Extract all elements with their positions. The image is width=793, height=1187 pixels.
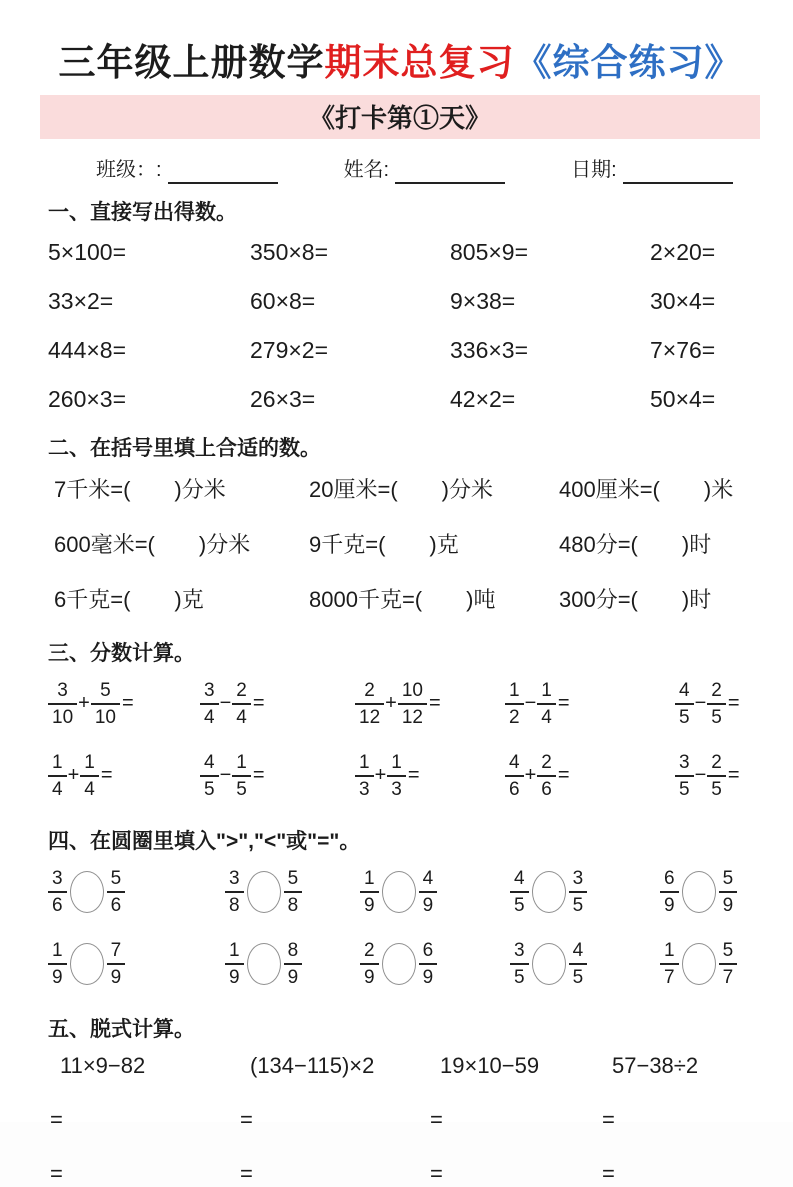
- fraction-numerator: 3: [514, 939, 525, 961]
- fraction-numerator: 6: [422, 939, 434, 961]
- fraction-denominator: 4: [80, 775, 99, 799]
- fraction-numerator: 3: [57, 679, 68, 701]
- unit-conversion-problem: 6千克=( )克: [54, 587, 204, 613]
- multiplication-problem: 60×8=: [250, 287, 316, 314]
- operator-sign: +: [385, 692, 397, 715]
- class-blank-field[interactable]: [168, 160, 278, 184]
- fraction: [719, 869, 738, 915]
- fraction: [232, 753, 251, 799]
- fraction-denominator: 9: [360, 891, 379, 915]
- fraction: [505, 681, 524, 727]
- fraction: [707, 681, 726, 727]
- fraction-numerator: 5: [100, 679, 111, 701]
- section1-heading: 一、直接写出得数。: [48, 200, 237, 224]
- fraction-problem: [200, 681, 355, 727]
- fraction-denominator: 4: [537, 703, 556, 727]
- comparison-problem: [360, 941, 510, 987]
- calc-problem: 19×10−59: [440, 1052, 540, 1078]
- fraction-problem: [675, 753, 753, 799]
- section4-problems: [48, 869, 753, 987]
- fraction: [48, 941, 67, 987]
- fraction-denominator: 5: [569, 891, 588, 915]
- fraction: [360, 941, 379, 987]
- fraction-denominator: 7: [660, 963, 679, 987]
- fraction-numerator: 3: [229, 867, 240, 889]
- name-blank-field[interactable]: [395, 160, 505, 184]
- fraction: [387, 753, 406, 799]
- fraction: [48, 869, 67, 915]
- page-title: [48, 42, 753, 85]
- operator-sign: −: [694, 764, 707, 787]
- unit-conversion-problem: 300分=( )时: [559, 587, 712, 613]
- comparison-circle[interactable]: [532, 871, 566, 913]
- fraction-denominator: 5: [232, 775, 251, 799]
- fraction-denominator: 6: [48, 891, 67, 915]
- unit-conversion-problem: 7千米=( )分米: [54, 477, 226, 503]
- equals-sign[interactable]: =: [50, 1160, 63, 1186]
- fraction-numerator: 1: [84, 751, 95, 773]
- equals-sign: =: [727, 692, 740, 715]
- fraction-problem: [505, 753, 675, 799]
- date-blank-field[interactable]: [623, 160, 733, 184]
- fraction-denominator: 2: [505, 703, 524, 727]
- fraction-denominator: 12: [355, 703, 384, 727]
- fraction-numerator: 2: [364, 939, 375, 961]
- fraction: [200, 681, 219, 727]
- equals-sign[interactable]: =: [430, 1106, 443, 1132]
- fraction: [510, 941, 529, 987]
- equals-sign: =: [428, 692, 441, 715]
- fraction: [719, 941, 738, 987]
- fraction-numerator: 5: [722, 939, 734, 961]
- fraction-denominator: 3: [355, 775, 374, 799]
- date-label: 日期:: [571, 158, 617, 181]
- fraction: [398, 681, 427, 727]
- fraction-numerator: 3: [679, 751, 690, 773]
- equals-sign[interactable]: =: [602, 1106, 615, 1132]
- fraction: [91, 681, 120, 727]
- fraction-numerator: 1: [52, 751, 63, 773]
- equals-sign: =: [557, 692, 570, 715]
- fraction-problem: [355, 681, 505, 727]
- fraction-denominator: 5: [675, 703, 694, 727]
- fraction-denominator: 6: [107, 891, 126, 915]
- fraction: [107, 869, 126, 915]
- fraction-denominator: 5: [510, 891, 529, 915]
- fraction-numerator: 1: [509, 679, 520, 701]
- name-field: [344, 153, 506, 184]
- title-practice-part: 《综合练习》: [514, 42, 743, 83]
- unit-conversion-problem: 600毫米=( )分米: [54, 532, 251, 558]
- multiplication-problem: 9×38=: [450, 287, 516, 314]
- fraction-denominator: 9: [419, 963, 438, 987]
- fraction-numerator: 10: [401, 679, 423, 701]
- equals-sign[interactable]: =: [240, 1160, 253, 1186]
- comparison-problem: [48, 869, 225, 915]
- fraction-numerator: 2: [364, 679, 375, 701]
- title-grade-part: 三年级上册数学: [58, 42, 325, 83]
- day-banner: [40, 95, 760, 139]
- problem-row: [48, 383, 753, 416]
- fraction-denominator: 6: [537, 775, 556, 799]
- fraction: [80, 753, 99, 799]
- fraction-denominator: 9: [719, 891, 738, 915]
- multiplication-problem: 2×20=: [650, 238, 716, 265]
- fraction-numerator: 1: [364, 867, 375, 889]
- fraction-numerator: 2: [711, 679, 722, 701]
- fraction-numerator: 1: [229, 939, 240, 961]
- fraction-problem: [675, 681, 753, 727]
- problem-row: [48, 941, 753, 987]
- multiplication-problem: 279×2=: [250, 336, 329, 363]
- fraction-denominator: 4: [232, 703, 251, 727]
- problem-row: [48, 582, 753, 616]
- operator-sign: +: [524, 764, 537, 787]
- fraction-denominator: 5: [510, 963, 529, 987]
- comparison-circle[interactable]: [70, 871, 104, 913]
- comparison-problem: [225, 941, 360, 987]
- calc-problem: 57−38÷2: [612, 1052, 699, 1078]
- fraction-denominator: 7: [719, 963, 738, 987]
- class-label: 班级：:: [96, 158, 162, 181]
- fraction-problem: [48, 681, 200, 727]
- fraction: [284, 941, 303, 987]
- fraction-numerator: 8: [287, 939, 299, 961]
- multiplication-problem: 444×8=: [48, 336, 127, 363]
- fraction-problem: [48, 753, 200, 799]
- operator-sign: −: [219, 764, 232, 787]
- section5-problems: [48, 1053, 753, 1079]
- fraction-problem: [505, 681, 675, 727]
- equals-sign: =: [252, 764, 265, 787]
- multiplication-problem: 336×3=: [450, 336, 529, 363]
- fraction: [200, 753, 219, 799]
- comparison-problem: [510, 941, 660, 987]
- unit-conversion-problem: 9千克=( )克: [309, 532, 459, 558]
- comparison-circle[interactable]: [682, 943, 716, 985]
- fraction: [419, 941, 438, 987]
- operator-sign: +: [67, 764, 80, 787]
- fraction-numerator: 3: [204, 679, 215, 701]
- fraction-denominator: 5: [200, 775, 219, 799]
- fraction: [419, 869, 438, 915]
- fraction: [225, 869, 244, 915]
- comparison-problem: [225, 869, 360, 915]
- equals-sign[interactable]: =: [50, 1106, 63, 1132]
- multiplication-problem: 50×4=: [650, 385, 716, 412]
- section5-answer-area: [48, 1107, 753, 1187]
- fraction-denominator: 9: [660, 891, 679, 915]
- fraction: [232, 681, 251, 727]
- fraction: [675, 681, 694, 727]
- unit-conversion-problem: 480分=( )时: [559, 532, 712, 558]
- fraction-denominator: 3: [387, 775, 406, 799]
- section2-problems: [48, 472, 753, 616]
- multiplication-problem: 42×2=: [450, 385, 516, 412]
- fraction-denominator: 10: [48, 703, 77, 727]
- fraction-numerator: 1: [52, 939, 63, 961]
- fraction-numerator: 4: [204, 751, 215, 773]
- fraction: [107, 941, 126, 987]
- comparison-problem: [360, 869, 510, 915]
- fraction-denominator: 8: [225, 891, 244, 915]
- fraction: [355, 753, 374, 799]
- fraction-denominator: 9: [284, 963, 303, 987]
- multiplication-problem: 30×4=: [650, 287, 716, 314]
- problem-row: [48, 869, 753, 915]
- fraction: [660, 869, 679, 915]
- fraction-denominator: 9: [48, 963, 67, 987]
- comparison-problem: [660, 869, 753, 915]
- fraction-numerator: 4: [679, 679, 690, 701]
- multiplication-problem: 5×100=: [48, 238, 127, 265]
- fraction-denominator: 12: [398, 703, 427, 727]
- student-info-row: [96, 153, 753, 184]
- fraction-numerator: 4: [514, 867, 525, 889]
- fraction-numerator: 4: [509, 751, 520, 773]
- fraction-problem: [355, 753, 505, 799]
- date-field: [571, 153, 733, 184]
- class-field: [96, 153, 278, 184]
- multiplication-problem: 260×3=: [48, 385, 127, 412]
- fraction-numerator: 3: [52, 867, 63, 889]
- answer-row: [48, 1107, 753, 1133]
- fraction-numerator: 2: [711, 751, 722, 773]
- name-label: 姓名:: [343, 158, 390, 181]
- unit-conversion-problem: 400厘米=( )米: [559, 477, 734, 503]
- problem-row: [48, 334, 753, 367]
- equals-sign: =: [100, 764, 113, 787]
- equals-sign: =: [727, 764, 740, 787]
- problem-row: [48, 527, 753, 561]
- problem-row: [48, 472, 753, 506]
- equals-sign: =: [252, 692, 265, 715]
- fraction: [284, 869, 303, 915]
- multiplication-problem: 33×2=: [48, 287, 114, 314]
- fraction: [537, 753, 556, 799]
- fraction: [360, 869, 379, 915]
- fraction: [537, 681, 556, 727]
- calc-problem: (134−115)×2: [250, 1052, 375, 1078]
- equals-sign[interactable]: =: [240, 1106, 253, 1132]
- section3-heading: 三、分数计算。: [48, 641, 195, 665]
- equals-sign: =: [407, 764, 420, 787]
- fraction-denominator: 4: [48, 775, 67, 799]
- multiplication-problem: 26×3=: [250, 385, 316, 412]
- fraction-denominator: 5: [675, 775, 694, 799]
- comparison-problem: [660, 941, 753, 987]
- fraction-numerator: 1: [664, 939, 675, 961]
- operator-sign: −: [219, 692, 232, 715]
- fraction-numerator: 5: [722, 867, 734, 889]
- fraction-denominator: 9: [360, 963, 379, 987]
- operator-sign: −: [694, 692, 707, 715]
- section2-heading: 二、在括号里填上合适的数。: [48, 436, 321, 460]
- comparison-circle[interactable]: [247, 943, 281, 985]
- fraction: [569, 941, 588, 987]
- fraction-denominator: 5: [569, 963, 588, 987]
- fraction-numerator: 1: [541, 679, 552, 701]
- comparison-circle[interactable]: [382, 871, 416, 913]
- section3-problems: [48, 681, 753, 799]
- fraction-numerator: 2: [236, 679, 247, 701]
- unit-conversion-problem: 20厘米=( )分米: [309, 477, 493, 503]
- comparison-circle[interactable]: [532, 943, 566, 985]
- fraction-numerator: 5: [110, 867, 122, 889]
- answer-row: [48, 1161, 753, 1187]
- calc-problem: 11×9−82: [60, 1052, 146, 1078]
- fraction: [660, 941, 679, 987]
- comparison-problem: [510, 869, 660, 915]
- unit-conversion-problem: 8000千克=( )吨: [309, 587, 496, 613]
- section1-problems: [48, 236, 753, 416]
- fraction-numerator: 5: [287, 867, 299, 889]
- fraction: [225, 941, 244, 987]
- fraction-numerator: 1: [236, 751, 247, 773]
- problem-row: [48, 753, 753, 799]
- problem-row: [48, 236, 753, 269]
- problem-row: [48, 681, 753, 727]
- operator-sign: −: [524, 692, 537, 715]
- fraction-numerator: 3: [572, 867, 584, 889]
- section4-heading: 四、在圆圈里填入">","<"或"="。: [48, 829, 361, 853]
- fraction-numerator: 6: [664, 867, 675, 889]
- fraction-denominator: 9: [107, 963, 126, 987]
- fraction-denominator: 9: [419, 891, 438, 915]
- fraction: [48, 681, 77, 727]
- fraction-numerator: 1: [391, 751, 402, 773]
- equals-sign[interactable]: =: [602, 1160, 615, 1186]
- equals-sign: =: [557, 764, 570, 787]
- fraction: [707, 753, 726, 799]
- comparison-circle[interactable]: [247, 871, 281, 913]
- fraction-numerator: 1: [359, 751, 370, 773]
- comparison-circle[interactable]: [70, 943, 104, 985]
- section5-heading: 五、脱式计算。: [48, 1017, 195, 1041]
- fraction: [48, 753, 67, 799]
- fraction: [355, 681, 384, 727]
- problem-row: [48, 285, 753, 318]
- title-review-part: 期末总复习: [324, 42, 515, 83]
- fraction-numerator: 7: [110, 939, 122, 961]
- day-banner-text: 《打卡第①天》: [308, 103, 491, 134]
- multiplication-problem: 350×8=: [250, 238, 329, 265]
- fraction: [510, 869, 529, 915]
- fraction-denominator: 10: [91, 703, 120, 727]
- equals-sign[interactable]: =: [430, 1160, 443, 1186]
- fraction-problem: [200, 753, 355, 799]
- equals-sign: =: [121, 692, 134, 715]
- comparison-circle[interactable]: [682, 871, 716, 913]
- fraction: [569, 869, 588, 915]
- fraction-denominator: 8: [284, 891, 303, 915]
- fraction: [505, 753, 524, 799]
- fraction-denominator: 6: [505, 775, 524, 799]
- fraction-denominator: 4: [200, 703, 219, 727]
- operator-sign: +: [374, 764, 387, 787]
- fraction-numerator: 4: [572, 939, 584, 961]
- comparison-problem: [48, 941, 225, 987]
- fraction-numerator: 2: [541, 751, 552, 773]
- operator-sign: +: [78, 692, 90, 715]
- fraction-denominator: 5: [707, 775, 726, 799]
- fraction-denominator: 9: [225, 963, 244, 987]
- comparison-circle[interactable]: [382, 943, 416, 985]
- multiplication-problem: 7×76=: [650, 336, 716, 363]
- fraction-denominator: 5: [707, 703, 726, 727]
- fraction: [675, 753, 694, 799]
- multiplication-problem: 805×9=: [450, 238, 529, 265]
- fraction-numerator: 4: [422, 867, 434, 889]
